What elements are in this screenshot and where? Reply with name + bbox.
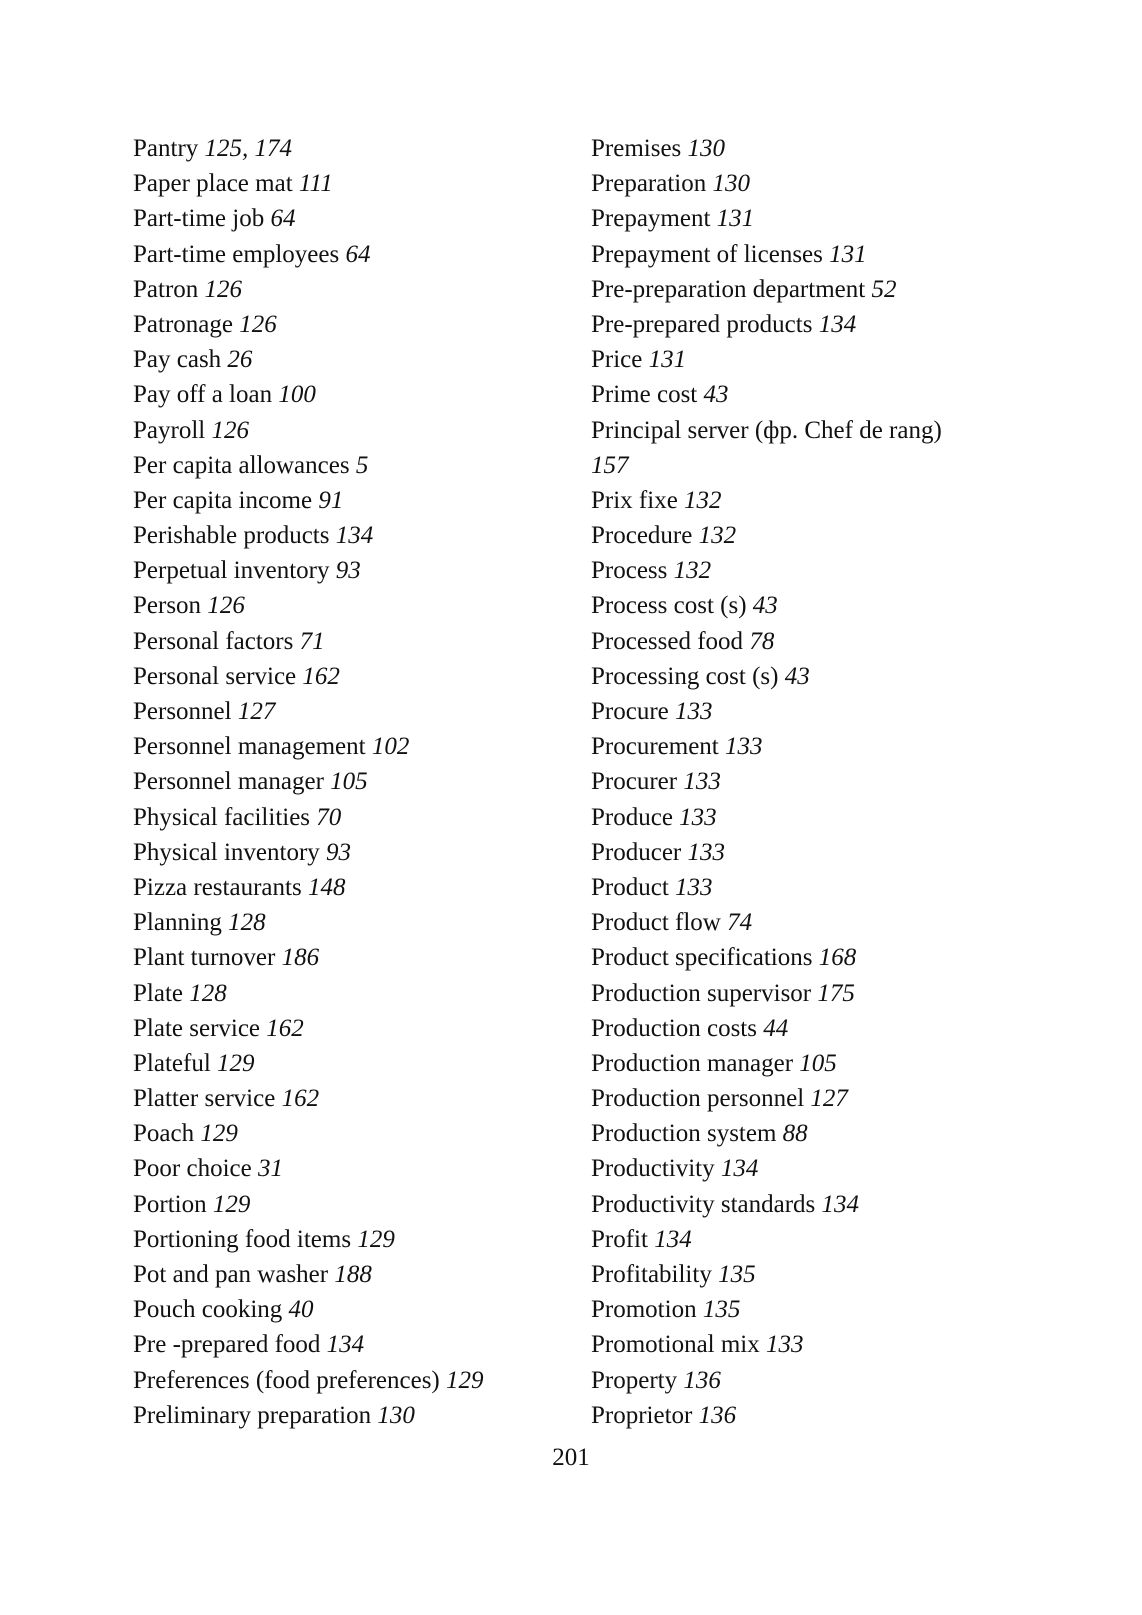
index-page-ref: 134 (821, 1190, 860, 1218)
index-term: Physical facilities (133, 803, 311, 831)
index-page-ref: 125, 174 (204, 135, 293, 162)
index-page-ref: 102 (371, 733, 410, 761)
index-page-ref: 111 (298, 170, 333, 198)
index-page-ref: 132 (698, 522, 737, 550)
index-page-ref: 128 (189, 979, 227, 1007)
index-term: Poor choice (133, 1155, 252, 1183)
index-term: Portion (133, 1190, 207, 1218)
index-entry (591, 131, 1011, 166)
index-term: Produce (591, 803, 673, 831)
index-term: Productivity (591, 1155, 715, 1183)
index-term: Per capita allowances (133, 451, 350, 479)
index-term: Payroll (133, 416, 206, 444)
index-term: Personal factors (133, 627, 294, 655)
page-number: 201 (552, 1444, 590, 1471)
index-page-ref: 131 (829, 240, 867, 268)
index-page-ref: 135 (718, 1261, 756, 1289)
index-page-ref: 71 (299, 627, 325, 655)
index-term: Pot and pan washer (133, 1261, 329, 1288)
index-term: Personal service (133, 662, 297, 690)
index-entry (133, 694, 573, 729)
index-entry (133, 976, 573, 1011)
index-page-ref: 133 (683, 768, 721, 796)
index-page-ref: 133 (766, 1331, 804, 1359)
index-term: Procedure (591, 522, 693, 550)
index-term: Prix fixe (591, 486, 678, 514)
index-page-ref: 131 (716, 205, 755, 233)
index-entry (591, 940, 1011, 975)
index-term: Part-time employees (133, 240, 340, 268)
index-page-ref: 132 (673, 557, 712, 585)
index-entry (133, 237, 573, 272)
index-page-ref: 134 (818, 310, 857, 338)
index-entry (133, 1011, 573, 1046)
index-term: Patron (133, 275, 199, 303)
index-page-ref: 93 (335, 557, 361, 585)
index-page-ref: 134 (326, 1331, 365, 1359)
index-entry (591, 1257, 1011, 1292)
index-page-ref: 105 (799, 1049, 837, 1077)
index-page-ref: 130 (377, 1401, 415, 1429)
index-entry (133, 377, 573, 412)
index-entry (133, 553, 573, 588)
index-term: Promotional mix (591, 1331, 760, 1359)
index-entry (591, 1327, 1011, 1362)
index-term: Prepayment of licenses (591, 240, 823, 268)
index-entry (591, 272, 1011, 307)
index-entry (591, 1222, 1011, 1257)
index-term: Processing cost (s) (591, 662, 779, 690)
index-page-ref: 93 (326, 838, 352, 866)
index-page-ref: 26 (227, 346, 253, 374)
index-entry (133, 800, 573, 835)
index-term: Personnel (133, 698, 232, 725)
index-entry (591, 1046, 1011, 1081)
index-page-ref: 157 (591, 451, 629, 479)
index-page-ref: 126 (204, 275, 243, 303)
index-page-ref: 127 (810, 1085, 848, 1113)
index-page-ref: 134 (335, 522, 374, 550)
index-term: Part-time job (133, 205, 265, 233)
index-page-ref: 148 (307, 873, 346, 901)
index-entry (591, 166, 1011, 201)
index-column-left (133, 131, 573, 1433)
index-term: Price (591, 346, 643, 374)
index-entry (591, 553, 1011, 588)
index-entry (133, 1292, 573, 1327)
index-page-ref: 64 (270, 205, 296, 233)
index-term: Platter service (133, 1085, 276, 1113)
index-entry (591, 588, 1011, 623)
index-page-ref: 43 (703, 381, 729, 409)
index-term: Product flow (591, 909, 721, 937)
index-page-ref: 162 (266, 1014, 304, 1042)
index-page-ref: 126 (207, 592, 245, 620)
index-entry (591, 800, 1011, 835)
index-page-ref: 188 (334, 1261, 372, 1288)
index-term: Production system (591, 1120, 777, 1148)
index-term: Prepayment (591, 205, 711, 233)
index-entry (133, 131, 573, 166)
index-term: Process (591, 557, 668, 585)
index-page-ref: 126 (211, 416, 249, 444)
index-entry (591, 729, 1011, 764)
index-page-ref: 175 (817, 979, 855, 1007)
index-page-ref: 126 (239, 310, 277, 338)
index-page-ref: 70 (316, 803, 342, 831)
index-entry (591, 905, 1011, 940)
index-entry (591, 764, 1011, 799)
index-term: Poach (133, 1120, 195, 1148)
index-term: Planning (133, 909, 222, 937)
index-entry (591, 1292, 1011, 1327)
index-page-ref: 5 (355, 451, 369, 479)
index-page-ref: 128 (228, 909, 266, 937)
index-entry (591, 976, 1011, 1011)
index-term: Proprietor (591, 1401, 693, 1429)
index-entry (133, 1257, 573, 1292)
index-page-ref: 136 (698, 1401, 737, 1429)
index-term: Personnel manager (133, 768, 324, 796)
index-term: Production manager (591, 1049, 794, 1077)
index-term: Plate (133, 979, 183, 1007)
index-entry (591, 518, 1011, 553)
index-page-ref: 162 (281, 1085, 320, 1113)
index-term: Perpetual inventory (133, 557, 330, 585)
index-term: Principal server (фр. Chef de rang) (591, 416, 942, 444)
index-page-ref: 135 (702, 1296, 741, 1324)
index-entry (133, 940, 573, 975)
index-page-ref: 91 (318, 486, 344, 514)
index-page-ref: 168 (818, 944, 857, 972)
index-term: Production supervisor (591, 979, 812, 1007)
index-term: Productivity standards (591, 1190, 816, 1218)
index-entry (591, 1011, 1011, 1046)
index-term: Patronage (133, 310, 233, 338)
index-entry (133, 1046, 573, 1081)
index-term: Preferences (food preferences) (133, 1366, 440, 1394)
index-term: Portioning food items (133, 1225, 352, 1253)
index-term: Plant turnover (133, 944, 276, 972)
index-entry (133, 342, 573, 377)
index-term: Production personnel (591, 1085, 805, 1113)
index-page-ref: 133 (675, 873, 713, 901)
index-term: Procurement (591, 733, 719, 761)
index-term: Property (591, 1366, 678, 1394)
index-page-ref: 43 (752, 592, 778, 620)
index-entry (133, 870, 573, 905)
index-term: Plateful (133, 1049, 211, 1077)
index-entry (133, 1081, 573, 1116)
index-term: Process cost (s) (591, 592, 747, 620)
index-entry (133, 764, 573, 799)
index-term: Per capita income (133, 486, 313, 514)
index-term: Premises (591, 135, 682, 162)
index-entry (133, 1363, 573, 1398)
index-page-ref: 74 (727, 909, 753, 937)
index-page-ref: 136 (683, 1366, 721, 1394)
index-page-ref: 186 (281, 944, 320, 972)
index-term: Procure (591, 698, 669, 726)
index-entry (591, 659, 1011, 694)
index-entry (133, 588, 573, 623)
index-entry (591, 377, 1011, 412)
index-entry (133, 448, 573, 483)
index-page-ref: 88 (782, 1120, 808, 1148)
index-page-ref: 44 (763, 1014, 789, 1042)
index-entry (133, 1222, 573, 1257)
index-page-ref: 129 (200, 1120, 238, 1148)
index-entry (591, 835, 1011, 870)
index-term: Profitability (591, 1261, 712, 1289)
index-entry (133, 835, 573, 870)
index-entry (591, 1081, 1011, 1116)
index-page-ref: 105 (330, 768, 368, 796)
index-page-ref: 52 (871, 275, 897, 303)
index-entry (591, 1151, 1011, 1186)
index-term: Perishable products (133, 522, 330, 550)
index-term: Plate service (133, 1014, 261, 1042)
index-page-ref: 131 (648, 346, 687, 374)
index-page-ref: 162 (302, 662, 340, 690)
index-term: Pantry (133, 135, 199, 162)
index-page-ref: 130 (712, 170, 750, 198)
index-entry (133, 1327, 573, 1362)
index-term: Physical inventory (133, 838, 320, 866)
index-page-ref: 129 (217, 1049, 255, 1077)
index-term: Profit (591, 1225, 648, 1253)
index-term: Preparation (591, 170, 707, 198)
index-entry (591, 307, 1011, 342)
index-page-ref: 129 (446, 1366, 484, 1394)
index-page-ref: 31 (257, 1155, 283, 1183)
index-entry (133, 272, 573, 307)
index-entry (133, 166, 573, 201)
index-entry (591, 342, 1011, 377)
index-entry (133, 1187, 573, 1222)
index-page-ref: 129 (212, 1190, 251, 1218)
index-term: Person (133, 592, 202, 620)
index-column-right (591, 131, 1011, 1433)
index-term: Pouch cooking (133, 1296, 283, 1324)
index-term: Producer (591, 838, 682, 866)
index-entry (591, 413, 1011, 483)
index-entry (591, 1363, 1011, 1398)
index-entry (591, 870, 1011, 905)
index-entry (133, 905, 573, 940)
index-entry (133, 518, 573, 553)
index-term: Promotion (591, 1296, 697, 1324)
index-term: Procurer (591, 768, 678, 796)
index-entry (133, 413, 573, 448)
index-entry (591, 1116, 1011, 1151)
index-term: Pre -prepared food (133, 1331, 321, 1359)
index-term: Processed food (591, 627, 744, 655)
index-entry (591, 694, 1011, 729)
index-entry (591, 1187, 1011, 1222)
index-entry (133, 201, 573, 236)
index-term: Production costs (591, 1014, 757, 1042)
index-page-ref: 133 (675, 698, 713, 726)
index-term: Product (591, 873, 669, 901)
index-entry (591, 1398, 1011, 1433)
index-term: Product specifications (591, 944, 813, 972)
index-term: Pizza restaurants (133, 873, 302, 901)
index-entry (133, 1398, 573, 1433)
index-page-ref: 133 (724, 733, 763, 761)
index-page-ref: 133 (679, 803, 717, 831)
index-entry (591, 483, 1011, 518)
index-entry (591, 237, 1011, 272)
index-page-ref: 130 (687, 135, 726, 162)
index-entry (133, 624, 573, 659)
index-term: Pay off a loan (133, 381, 273, 409)
index-page-ref: 129 (357, 1225, 395, 1253)
index-term: Pre-preparation department (591, 275, 866, 303)
index-term: Prime cost (591, 381, 698, 409)
index-entry (133, 729, 573, 764)
index-term: Personnel management (133, 733, 366, 761)
index-term: Pre-prepared products (591, 310, 813, 338)
index-entry (133, 1151, 573, 1186)
index-term: Pay cash (133, 346, 222, 374)
index-page-ref: 132 (684, 486, 722, 514)
index-term: Paper place mat (133, 170, 293, 198)
index-page-ref: 133 (687, 838, 725, 866)
index-page-ref: 64 (345, 240, 371, 268)
index-entry (591, 624, 1011, 659)
index-entry (591, 201, 1011, 236)
index-entry (133, 659, 573, 694)
index-entry (133, 1116, 573, 1151)
index-page-ref: 134 (654, 1225, 692, 1253)
index-entry (133, 483, 573, 518)
index-page-ref: 40 (288, 1296, 314, 1324)
index-entry (133, 307, 573, 342)
index-page-ref: 134 (720, 1155, 759, 1183)
index-term: Preliminary preparation (133, 1401, 372, 1429)
index-page-ref: 43 (784, 662, 810, 690)
index-page-ref: 127 (237, 698, 276, 725)
index-page-ref: 100 (278, 381, 316, 409)
index-page-ref: 78 (749, 627, 775, 655)
